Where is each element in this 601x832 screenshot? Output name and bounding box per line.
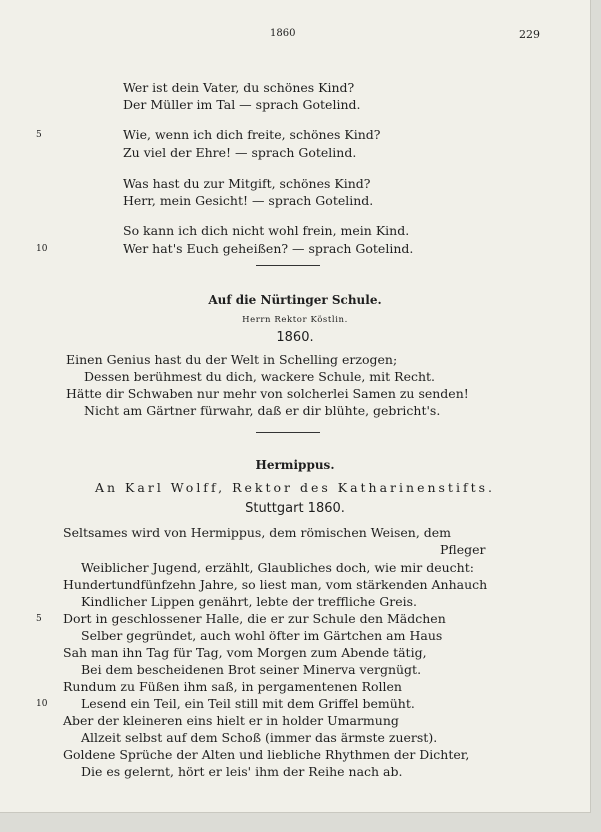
poem-dedication: Herrn Rektor Köstlin.	[242, 315, 348, 325]
verse-line: Hundertundfünfzehn Jahre, so liest man, vom stärkenden Anhauch	[63, 577, 488, 592]
poem-place-date: Stuttgart 1860.	[245, 501, 345, 516]
verse-line: Wer ist dein Vater, du schönes Kind?	[123, 80, 355, 95]
verse-line: Selber gegründet, auch wohl öfter im Gärtchen am Haus	[81, 628, 443, 643]
verse-line: Weiblicher Jugend, erzählt, Glaubliches doch, wie mir deucht:	[81, 560, 474, 575]
verse-line: Dort in geschlossener Halle, die er zur Schule den Mädchen	[63, 611, 446, 626]
verse-line: Hätte dir Schwaben nur mehr von solcherlei Samen zu senden!	[66, 386, 469, 401]
line-number: 10	[36, 244, 48, 254]
page-number: 229	[519, 28, 540, 41]
verse-line: Rundum zu Füßen ihm saß, in pergamentenen Rollen	[63, 679, 402, 694]
poem-year: 1860.	[276, 330, 314, 345]
verse-line: Lesend ein Teil, ein Teil still mit dem Griffel bemüht.	[81, 696, 415, 711]
verse-line: Einen Genius hast du der Welt in Schelling erzogen;	[66, 352, 398, 367]
verse-line-continuation: Pfleger	[440, 542, 486, 557]
verse-line: So kann ich dich nicht wohl frein, mein Kind.	[123, 223, 410, 238]
poem-title: Hermippus.	[255, 458, 335, 472]
verse-line: Aber der kleineren eins hielt er in holder Umarmung	[63, 713, 399, 728]
verse-line: Herr, mein Gesicht! — sprach Gotelind.	[123, 193, 374, 208]
verse-line: Nicht am Gärtner fürwahr, daß er dir blühte, gebricht's.	[84, 403, 441, 418]
poem-title: Auf die Nürtinger Schule.	[208, 293, 382, 307]
verse-line: Sah man ihn Tag für Tag, vom Morgen zum Abende tätig,	[63, 645, 427, 660]
verse-line: Der Müller im Tal — sprach Gotelind.	[123, 97, 361, 112]
poem-dedication: An Karl Wolff, Rektor des Katharinenstifts.	[95, 480, 495, 495]
verse-line: Dessen berühmest du dich, wackere Schule, mit Recht.	[84, 369, 436, 384]
verse-line: Goldene Sprüche der Alten und liebliche Rhythmen der Dichter,	[63, 747, 470, 762]
line-number: 10	[36, 699, 48, 709]
section-divider	[256, 432, 320, 433]
verse-line: Wie, wenn ich dich freite, schönes Kind?	[123, 127, 381, 142]
section-divider	[256, 265, 320, 266]
line-number: 5	[36, 130, 42, 140]
verse-line: Was hast du zur Mitgift, schönes Kind?	[123, 176, 371, 191]
verse-line: Die es gelernt, hört er leis' ihm der Reihe nach ab.	[81, 764, 403, 779]
running-head-year: 1860	[270, 28, 296, 39]
line-number: 5	[36, 614, 42, 624]
verse-line: Zu viel der Ehre! — sprach Gotelind.	[123, 145, 357, 160]
verse-line: Bei dem bescheidenen Brot seiner Minerva vergnügt.	[81, 662, 422, 677]
verse-line: Wer hat's Euch geheißen? — sprach Gotelind.	[123, 241, 414, 256]
verse-line: Allzeit selbst auf dem Schoß (immer das ärmste zuerst).	[81, 730, 438, 745]
verse-line: Kindlicher Lippen genährt, lebte der treffliche Greis.	[81, 594, 417, 609]
verse-line: Seltsames wird von Hermippus, dem römischen Weisen, dem	[63, 525, 452, 540]
